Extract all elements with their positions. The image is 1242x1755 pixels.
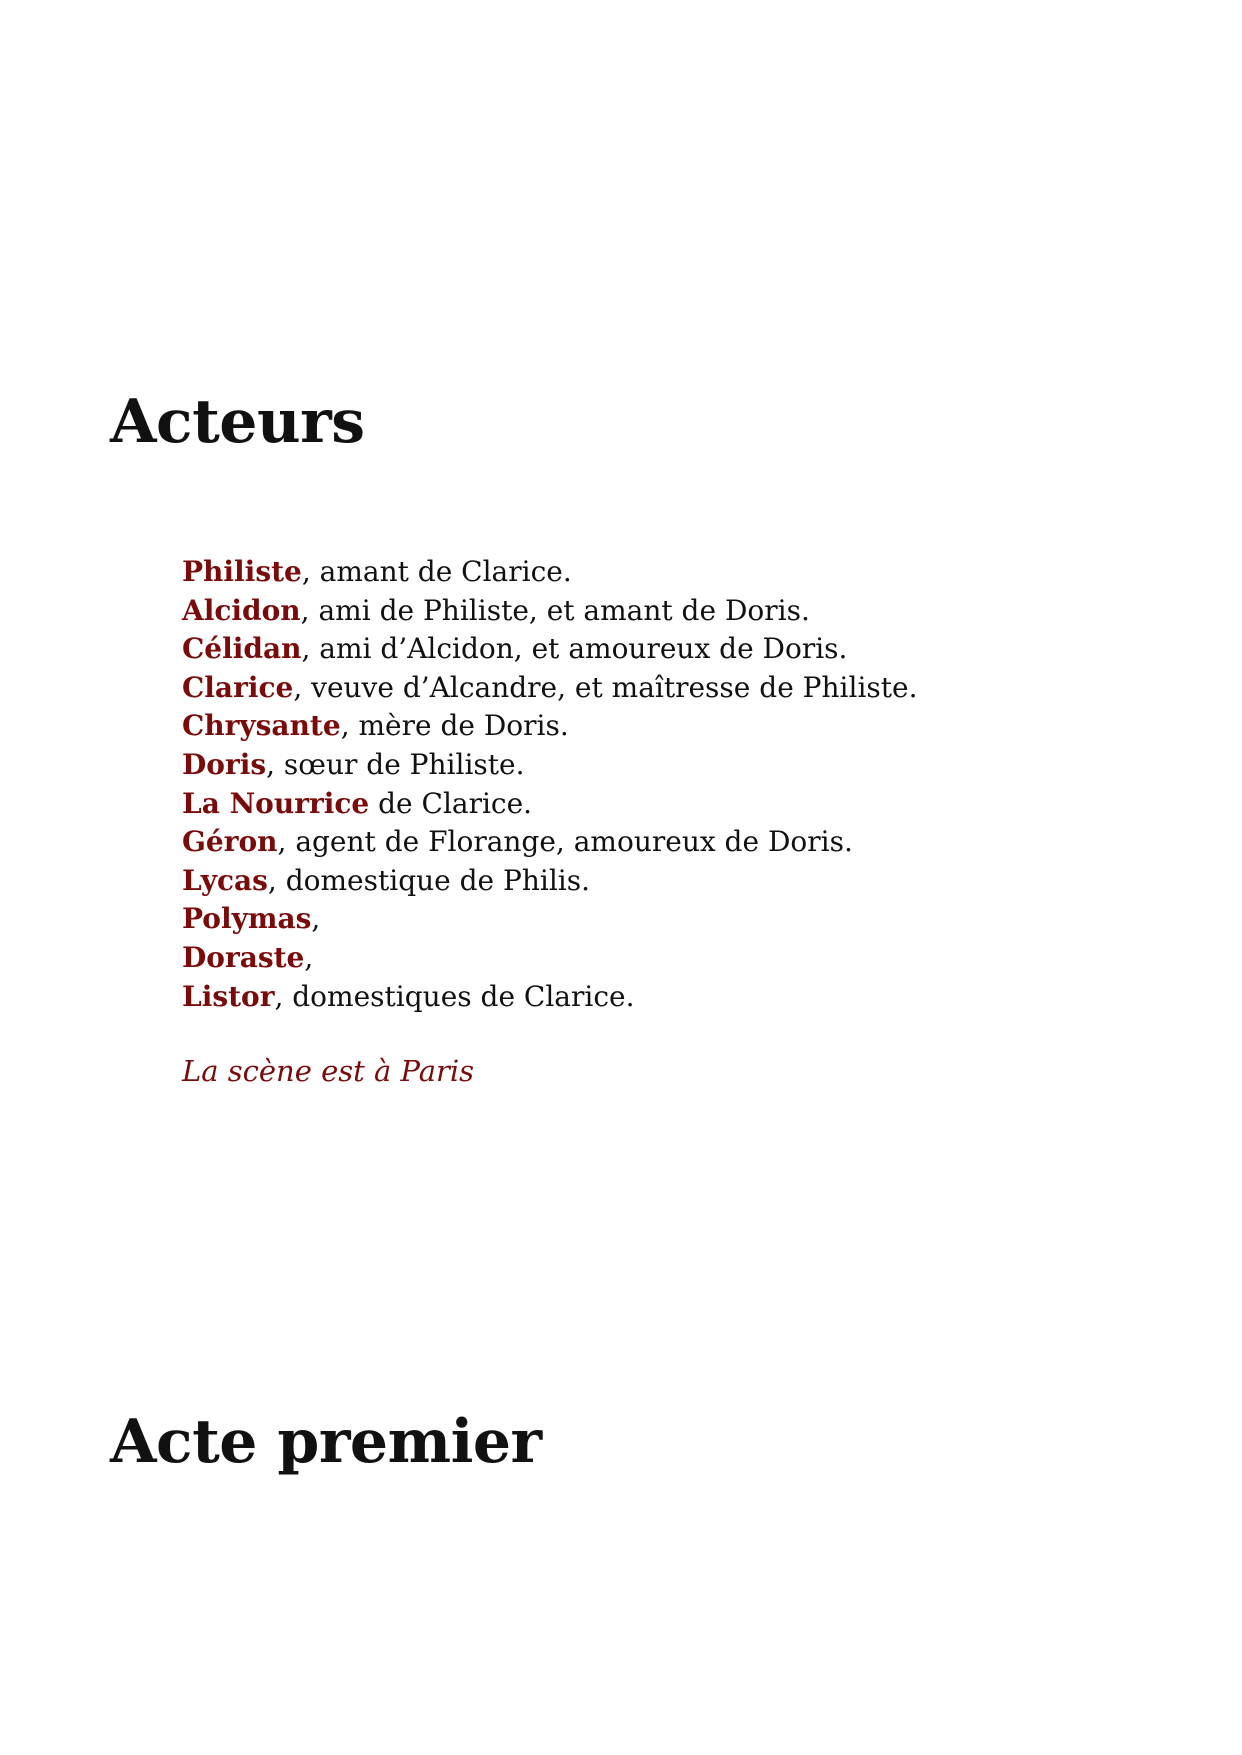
role-description: , ami d’Alcidon, et amoureux de Doris. [301,632,848,666]
role-name: Lycas [182,863,268,897]
cast-item [182,823,918,862]
cast-item [182,592,918,631]
cast-item [182,746,918,785]
role-name: Clarice [182,670,294,704]
role-name: Polymas [182,902,312,936]
role-name: Chrysante [182,709,341,743]
role-name: La Nourrice [182,786,370,820]
cast-item [182,707,918,746]
role-name: Célidan [182,632,302,666]
role-description: , agent de Florange, amoureux de Doris. [277,825,853,859]
role-description: , ami de Philiste, et amant de Doris. [300,593,810,627]
section-heading-acteurs: Acteurs [110,387,365,457]
role-name: Alcidon [182,593,301,627]
role-description: , mère de Doris. [340,709,569,743]
cast-list [182,553,918,1016]
cast-item [182,553,918,592]
role-name: Géron [182,825,278,859]
cast-item [182,978,918,1017]
cast-item [182,630,918,669]
role-description: , sœur de Philiste. [266,747,525,781]
cast-item [182,669,918,708]
cast-item [182,862,918,901]
cast-item [182,785,918,824]
role-name: Philiste [182,555,302,588]
cast-item [182,939,918,978]
role-description: de Clarice. [369,786,533,820]
role-description: , [311,902,321,936]
cast-item [182,900,918,939]
scene-location-note: La scène est à Paris [182,1054,475,1088]
role-name: Doraste [182,940,305,974]
section-heading-acte-premier: Acte premier [110,1407,542,1477]
role-description: , domestiques de Clarice. [274,979,635,1013]
role-description: , veuve d’Alcandre, et maîtresse de Philiste. [293,670,918,704]
role-name: Listor [182,979,275,1013]
role-description: , [304,940,314,974]
role-name: Doris [182,747,267,781]
role-description: , amant de Clarice. [301,555,572,588]
role-description: , domestique de Philis. [267,863,591,897]
